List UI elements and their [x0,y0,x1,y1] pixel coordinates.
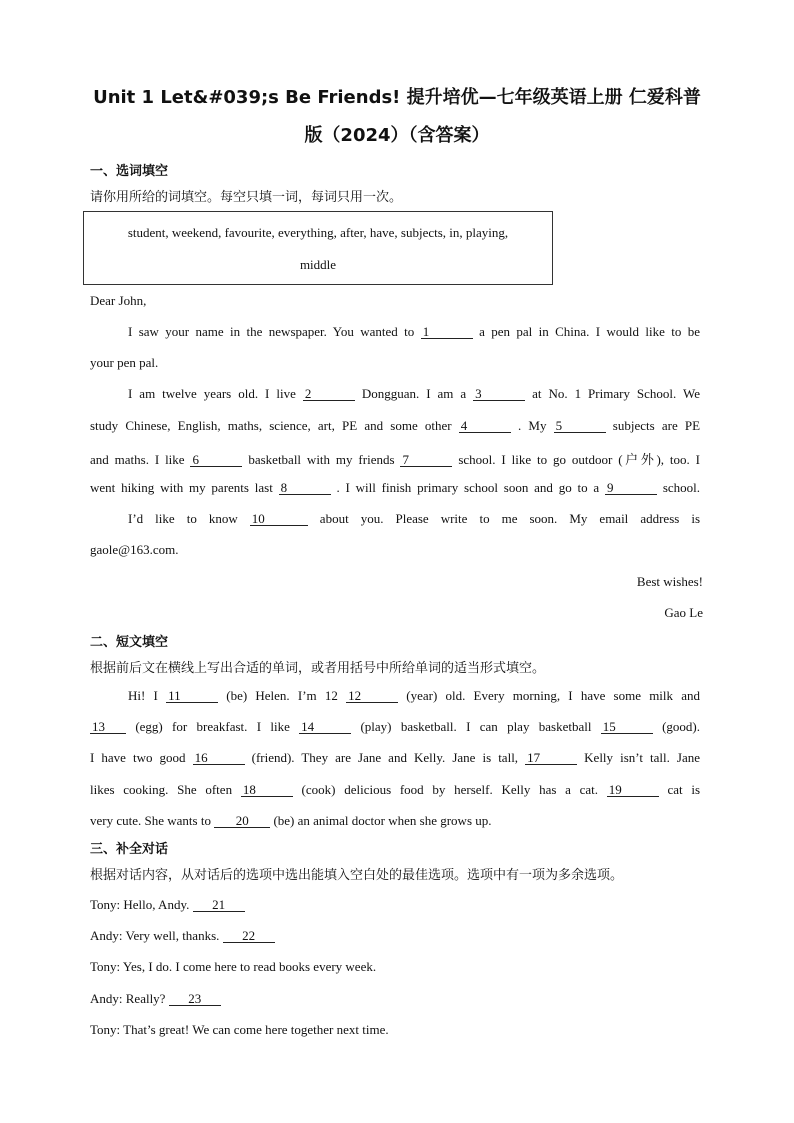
word-bank-line1: student, weekend, favourite, everything, after, have, subjects, in, playing, [127,225,509,240]
passage-text: cat is [667,782,701,797]
section3-instruction: 根据对话内容，从对话后的选项中选出能填入空白处的最佳选项。选项中有一项为多余选项。 [90,868,624,883]
passage-text: (be) Helen. I’m 12 [226,688,338,703]
passage-text: very cute. She wants to [90,813,211,828]
blank-19[interactable]: 19 [607,783,659,797]
letter-text: I’d like to know [128,511,238,526]
page-title-line2: 版（2024）（含答案） [304,125,490,146]
dialogue-text: Tony: That’s great! We can come here together next time. [90,1022,389,1037]
letter-text: basketball with my friends [248,452,395,467]
passage-text: Kelly isn’t tall. Jane [584,750,701,765]
dialogue-text: Andy: Really? [90,991,166,1006]
dialogue-line [90,991,700,1007]
blank-4[interactable]: 4 [459,419,511,433]
dialogue-text: Tony: Hello, Andy. [90,897,190,912]
blank-12[interactable]: 12 [346,689,398,703]
letter-signature: Gao Le [664,605,703,620]
letter-line [90,480,700,496]
section1-instruction: 请你用所给的词填空。每空只填一词，每词只用一次。 [90,190,403,205]
passage-text: (cook) delicious food by herself. Kelly has a cat. [301,782,599,797]
blank-22[interactable]: 22 [223,929,275,943]
letter-text: and maths. I like [90,452,185,467]
passage-text: (be) an animal doctor when she grows up. [273,813,492,828]
letter-text: Dongguan. I am a [361,386,467,401]
blank-7[interactable]: 7 [400,453,452,467]
blank-2[interactable]: 2 [303,387,355,401]
blank-21[interactable]: 21 [193,898,245,912]
passage-text: Hi! I [128,688,158,703]
letter-text: school. I like to go outdoor (户外), too. I [458,452,701,467]
word-bank-box [83,211,553,285]
passage-line [128,688,700,704]
section2-instruction: 根据前后文在横线上写出合适的单词，或者用括号中所给单词的适当形式填空。 [90,661,546,676]
dialogue-text: Andy: Very well, thanks. [90,928,220,943]
blank-23[interactable]: 23 [169,992,221,1006]
letter-text: your pen pal. [90,355,159,370]
blank-16[interactable]: 16 [193,751,245,765]
letter-line [128,386,700,402]
passage-text: (year) old. Every morning, I have some milk and [406,688,700,703]
letter-text: subjects are PE [612,418,701,433]
passage-line [90,813,700,829]
letter-text: school. [662,480,701,495]
letter-line [128,511,700,527]
page-title-line1: Unit 1 Let&#039;s Be Friends! 提升培优—七年级英语上册 仁爱科普 [93,87,701,108]
passage-line [90,750,700,766]
letter-text: study Chinese, English, maths, science, art, PE and some other [90,418,452,433]
blank-15[interactable]: 15 [601,720,653,734]
blank-18[interactable]: 18 [241,783,293,797]
passage-text: (good). [662,719,701,734]
blank-3[interactable]: 3 [473,387,525,401]
blank-14[interactable]: 14 [299,720,351,734]
blank-6[interactable]: 6 [190,453,242,467]
letter-email: gaole@163.com. [90,542,179,557]
letter-closing: Best wishes! [636,574,703,589]
letter-text: . I will finish primary school soon and go to a [336,480,600,495]
blank-10[interactable]: 10 [250,512,308,526]
blank-17[interactable]: 17 [525,751,577,765]
blank-11[interactable]: 11 [166,689,218,703]
letter-line [128,324,700,340]
letter-text: a pen pal in China. I would like to be [479,324,701,339]
section3-heading: 三、补全对话 [90,842,169,857]
letter-text: went hiking with my parents last [90,480,273,495]
blank-13[interactable]: 13 [90,720,126,734]
blank-20[interactable]: 20 [214,814,270,828]
letter-text: I am twelve years old. I live [128,386,296,401]
passage-text: I have two good [90,750,186,765]
passage-line [90,719,700,735]
blank-9[interactable]: 9 [605,481,657,495]
blank-5[interactable]: 5 [554,419,606,433]
passage-text: (play) basketball. I can play basketball [360,719,592,734]
letter-line [90,449,700,468]
letter-text: . My [517,418,547,433]
passage-line [90,782,700,798]
passage-text: likes cooking. She often [90,782,233,797]
blank-8[interactable]: 8 [279,481,331,495]
section1-heading: 一、选词填空 [90,164,169,179]
blank-1[interactable]: 1 [421,325,473,339]
word-bank-line2: middle [299,257,337,272]
letter-text: I saw your name in the newspaper. You wanted to [128,324,415,339]
dialogue-line [90,928,700,944]
passage-text: (egg) for breakfast. I like [135,719,290,734]
letter-line [90,418,700,434]
dialogue-text: Tony: Yes, I do. I come here to read books every week. [90,959,377,974]
section2-heading: 二、短文填空 [90,635,169,650]
letter-text: about you. Please write to me soon. My email address is [319,511,701,526]
letter-text: at No. 1 Primary School. We [532,386,701,401]
dialogue-line [90,897,700,913]
letter-greeting: Dear John, [90,293,147,308]
passage-text: (friend). They are Jane and Kelly. Jane is tall, [251,750,519,765]
